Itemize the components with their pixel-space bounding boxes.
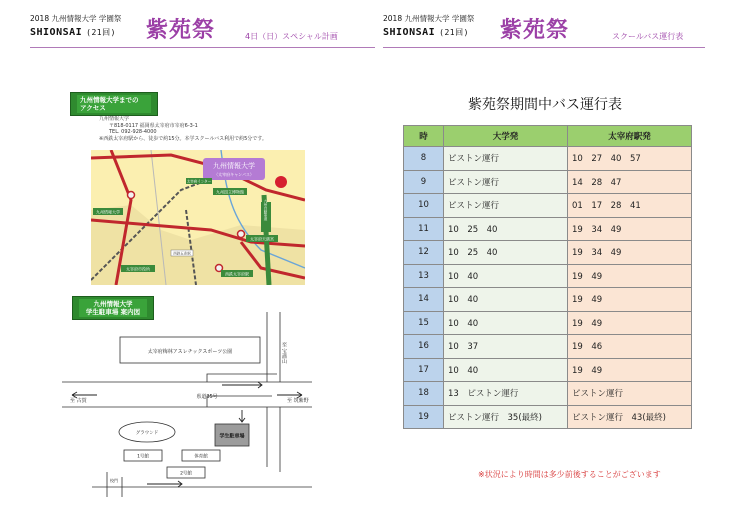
timetable-station: 19 49 [568,288,692,312]
timetable-title: 紫苑祭期間中バス運行表 [468,97,622,113]
table-row [404,358,692,382]
map-label-7: 九州情報大学 [96,209,120,215]
header-left-edition: (21回) [86,28,116,37]
table-row [404,170,692,194]
parking-lower-road [267,407,280,472]
timetable-hour: 17 [404,358,444,382]
timetable-hour: 10 [404,194,444,218]
parking-road-name: 県道35号 [196,394,218,400]
timetable-header-hour: 時 [404,126,444,147]
map-campus-marker [275,176,287,188]
timetable-hour: 18 [404,382,444,406]
table-row [404,405,692,429]
timetable-station: 19 34 49 [568,217,692,241]
timetable-univ: 10 25 40 [444,217,568,241]
parking-label-line2: 学生駐車場 案内図 [85,308,141,316]
timetable-hour: 9 [404,170,444,194]
table-row [404,264,692,288]
parking-left-dir: 至 古賀 [70,398,87,404]
header-right-shionsai [383,27,469,38]
timetable-header-univ: 大学発 [444,126,568,147]
header-left-rule [30,47,375,48]
parking-vertical-road [267,312,280,382]
parking-park-name: 太宰府梅林アスレチックスポーツ公園 [147,349,233,355]
access-map-graphic [91,150,305,285]
map-station-marker [238,231,245,238]
access-label-line2: アクセス [80,104,106,112]
timetable-univ: ピストン運行 35(最終) [444,405,568,429]
parking-path-label: 校門 [110,478,118,483]
timetable-hour: 13 [404,264,444,288]
timetable [403,125,692,429]
table-row [404,241,692,265]
timetable-station: 19 49 [568,358,692,382]
parking-bldg1-label: 1号館 [137,454,149,460]
map-label-1: 太宰府天満宮 [250,236,274,242]
timetable-univ: 10 40 [444,358,568,382]
timetable-hour: 8 [404,147,444,171]
timetable-univ: ピストン運行 [444,170,568,194]
timetable-header-row [404,126,692,147]
timetable-univ: 13 ピストン運行 [444,382,568,406]
map-label-6: 西鉄五条駅 [173,251,191,256]
timetable-station: 01 17 28 41 [568,194,692,218]
timetable-univ: 10 25 40 [444,241,568,265]
table-row [404,194,692,218]
access-tel: TEL. 092-928-4000 [109,129,157,135]
parking-bldg3-label: 体育館 [194,454,208,460]
header-left-subtitle: 4日（日）スペシャル計画 [245,32,338,41]
timetable-univ: 10 40 [444,288,568,312]
timetable-hour: 15 [404,311,444,335]
map-station-marker-3 [128,192,135,199]
timetable-station: ピストン運行 43(最終) [568,405,692,429]
table-row [404,335,692,359]
timetable-station: 19 49 [568,311,692,335]
parking-main-road [62,382,312,407]
access-label-line1: 九州情報大学までの [80,96,139,104]
table-row [404,311,692,335]
parking-ground-label: グラウンド [135,431,159,436]
access-address-block [99,116,267,142]
parking-arrow-path [147,481,182,487]
header-right-logo: 紫苑祭 [500,17,570,43]
header-left-shionsai-text: SHIONSAI [30,27,83,38]
header-left-logo: 紫苑祭 [146,17,216,43]
timetable-hour: 12 [404,241,444,265]
map-label-4: 九州自動車道 [264,199,268,221]
table-row [404,217,692,241]
timetable-univ: ピストン運行 [444,147,568,171]
parking-up-dir: 至 宝満山 [281,342,287,364]
header-right-shionsai-text: SHIONSAI [383,27,436,38]
map-label-3: 太宰府インター [186,179,212,184]
access-address: 〒818-0117 福岡県太宰府市宰府6-3-1 [109,122,198,129]
timetable-hour: 14 [404,288,444,312]
timetable-hour: 19 [404,405,444,429]
timetable-station: 19 46 [568,335,692,359]
parking-label-line1: 九州情報大学 [93,300,133,308]
header-left-event-line: 2018 九州情報大学 学園祭 [30,14,122,23]
map-label-0: 九州国立博物館 [216,189,244,195]
parking-map-graphic [62,312,312,497]
table-row [404,288,692,312]
header-right-subtitle: スクールバス運行表 [612,32,684,41]
timetable-station: ピストン運行 [568,382,692,406]
map-label-2: 西鉄太宰府駅 [225,271,249,277]
timetable-univ: 10 40 [444,311,568,335]
table-row [404,382,692,406]
parking-access-road [207,374,277,407]
access-name: 九州情報大学 [99,116,130,122]
timetable-station: 19 34 49 [568,241,692,265]
timetable-hour: 11 [404,217,444,241]
parking-lot-label: 学生駐車場 [219,433,245,440]
parking-right-dir: 至 筑紫野 [287,398,309,404]
timetable-station: 19 49 [568,264,692,288]
access-map [91,150,305,285]
timetable-note: ※状況により時間は多少前後することがございます [478,470,661,479]
parking-map [62,312,312,497]
header-left-shionsai [30,27,116,38]
timetable-hour: 16 [404,335,444,359]
timetable-univ: 10 37 [444,335,568,359]
map-campus-name: 九州情報大学 [213,162,255,170]
timetable-univ: ピストン運行 [444,194,568,218]
map-campus-sub: （太宰府キャンパス） [214,172,254,177]
parking-arrow-east [222,382,262,388]
timetable-station: 10 27 40 57 [568,147,692,171]
timetable-univ: 10 40 [444,264,568,288]
header-right-rule [383,47,705,48]
parking-bldg2-label: 2号館 [180,471,192,477]
timetable-header-station: 太宰府駅発 [568,126,692,147]
access-label [70,92,158,116]
table-row [404,147,692,171]
map-label-5: 太宰府市役所 [126,266,150,272]
access-note: ※西鉄太宰府駅から、徒歩で約15分。本学スクールバス利用で約5分です。 [99,135,267,142]
header-right-edition: (21回) [439,28,469,37]
timetable-station: 14 28 47 [568,170,692,194]
parking-arrow-down [239,410,245,422]
header-right-event-line: 2018 九州情報大学 学園祭 [383,14,475,23]
